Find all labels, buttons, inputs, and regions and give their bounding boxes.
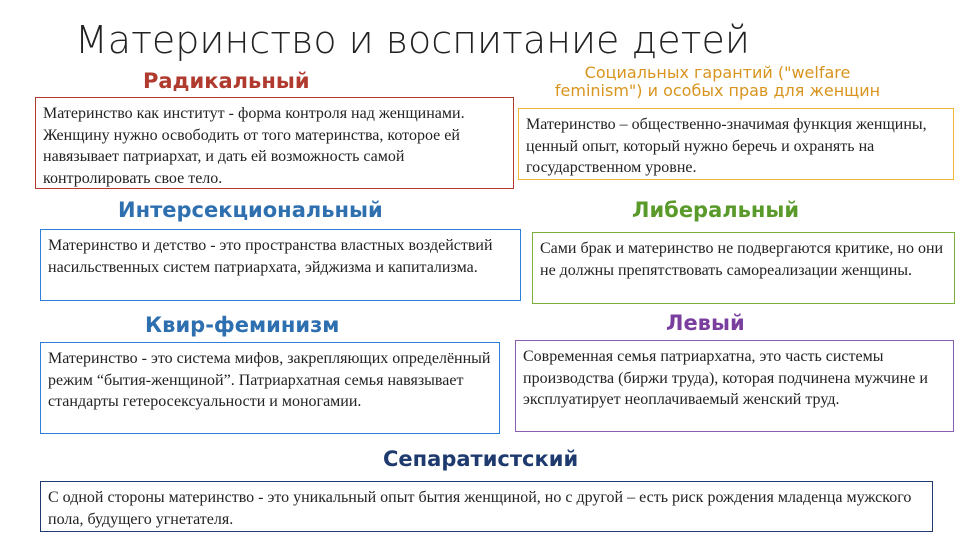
box-left: Современная семья патриархатна, это часть системы производства (биржи труда), которая подчинена мужчине и эксплуатирует неоплачиваемый женский труд. xyxy=(515,340,954,432)
box-liberal: Сами брак и материнство не подвергаются критике, но они не должны препятствовать самореализации женщины. xyxy=(532,232,955,304)
box-social-guarantees: Материнство – общественно-значимая функция женщины, ценный опыт, который нужно беречь и охранять на государственном уровне. xyxy=(518,108,954,180)
heading-social-guarantees: Социальных гарантий ("welfare feminism") и особых прав для женщин xyxy=(554,63,881,100)
box-intersectional: Материнство и детство - это пространства властных воздействий насильственных систем патриархата, эйджизма и капитализма. xyxy=(40,229,521,301)
heading-separatist: Сепаратистский xyxy=(383,447,579,471)
heading-radical: Радикальный xyxy=(143,69,310,93)
heading-left: Левый xyxy=(666,311,745,335)
box-queer-feminism: Материнство - это система мифов, закрепляющих определённый режим “бытия-женщиной”. Патриархатная семья навязывает стандарты гетеросексуальности и моногамии. xyxy=(40,342,500,434)
box-separatist: С одной стороны материнство - это уникальный опыт бытия женщиной, но с другой – есть риск рождения младенца мужского пола, будущего угнетателя. xyxy=(40,481,933,532)
heading-queer-feminism: Квир-феминизм xyxy=(145,313,340,337)
box-radical: Материнство как институт - форма контроля над женщинами. Женщину нужно освободить от того материнства, которое ей навязывает патриархат, и дать ей возможность самой контролировать свое тело. xyxy=(35,97,514,189)
heading-intersectional: Интерсекциональный xyxy=(118,198,383,222)
heading-liberal: Либеральный xyxy=(632,198,800,222)
slide-title: Материнство и воспитание детей xyxy=(75,18,750,62)
